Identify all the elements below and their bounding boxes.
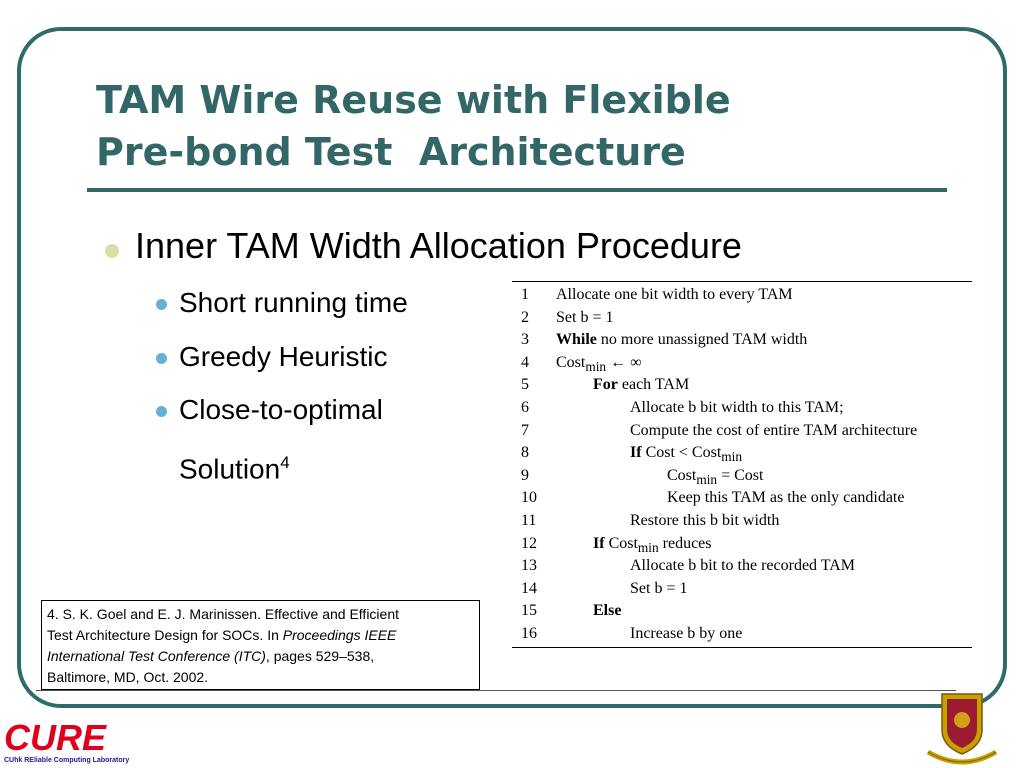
main-bullet-text: Inner TAM Width Allocation Procedure bbox=[135, 225, 742, 266]
sub-bullet-dot bbox=[156, 299, 167, 310]
sub-bullet-dot bbox=[156, 353, 167, 364]
line-code: Keep this TAM as the only candidate bbox=[667, 489, 905, 507]
title-underline bbox=[87, 188, 947, 192]
line-number: 3 bbox=[521, 331, 529, 349]
reference-box bbox=[41, 600, 480, 690]
line-code: Set b = 1 bbox=[630, 579, 688, 597]
line-number: 13 bbox=[521, 557, 537, 575]
reference-line-2: Test Architecture Design for SOCs. In Proceedings IEEE bbox=[47, 627, 397, 643]
line-code: Increase b by one bbox=[630, 625, 743, 642]
line-number: 14 bbox=[521, 579, 537, 597]
reference-line-1: 4. S. K. Goel and E. J. Marinissen. Effective and Efficient bbox=[47, 606, 399, 622]
line-code: Restore this b bit width bbox=[630, 512, 780, 529]
line-number: 5 bbox=[521, 376, 529, 394]
line-code: Cost$_{min}$ ← ∞ bbox=[556, 353, 642, 374]
logo-text: CURE bbox=[4, 717, 107, 758]
reference-line-4: Baltimore, MD, Oct. 2002. bbox=[47, 669, 209, 685]
line-code: If Cost$_{min}$ reduces bbox=[593, 534, 712, 555]
cure-logo bbox=[0, 712, 140, 768]
slide-title bbox=[96, 74, 956, 178]
line-code: If Cost < Cost$_{min}$ bbox=[630, 444, 743, 465]
line-code: Cost$_{min}$ = Cost bbox=[667, 466, 764, 487]
line-number: 11 bbox=[521, 512, 537, 529]
line-number: 7 bbox=[521, 421, 529, 439]
line-number: 15 bbox=[521, 602, 537, 620]
sub-bullet-text: Solution bbox=[179, 453, 281, 485]
line-number: 1 bbox=[521, 286, 529, 303]
line-code: Compute the cost of entire TAM architecture bbox=[630, 421, 918, 439]
bottom-rule bbox=[36, 690, 956, 691]
line-code: Allocate b bit to the recorded TAM bbox=[630, 557, 856, 575]
line-number: 9 bbox=[521, 466, 529, 484]
line-code: While no more unassigned TAM width bbox=[556, 331, 808, 349]
sub-bullet-text: Close-to-optimal bbox=[179, 394, 383, 425]
sub-bullet-text: Greedy Heuristic bbox=[179, 341, 388, 372]
line-code: For each TAM bbox=[593, 376, 690, 394]
logo-tagline: CUhk REliable Computing Laboratory bbox=[4, 757, 130, 764]
university-crest-icon bbox=[918, 690, 1006, 768]
line-number: 2 bbox=[521, 308, 529, 326]
algorithm-listing bbox=[512, 281, 972, 648]
title-line-2: Pre-bond Test Architecture bbox=[96, 130, 686, 174]
sub-bullet-dot bbox=[156, 406, 167, 417]
reference-line-3: International Test Conference (ITC), pages 529–538, bbox=[47, 648, 375, 664]
line-number: 8 bbox=[521, 444, 529, 462]
bullet-dot bbox=[105, 244, 119, 258]
line-number: 6 bbox=[521, 399, 529, 416]
line-code: Else bbox=[593, 602, 622, 620]
footnote-marker: 4 bbox=[280, 453, 290, 472]
line-code: Allocate one bit width to every TAM bbox=[556, 286, 793, 303]
line-number: 10 bbox=[521, 489, 537, 507]
line-number: 4 bbox=[521, 353, 529, 371]
line-number: 12 bbox=[521, 534, 537, 552]
line-code: Set b = 1 bbox=[556, 308, 614, 326]
line-number: 16 bbox=[521, 625, 537, 642]
sub-bullet-text: Short running time bbox=[179, 287, 408, 318]
title-line-1: TAM Wire Reuse with Flexible bbox=[96, 78, 731, 122]
line-code: Allocate b bit width to this TAM; bbox=[630, 399, 844, 416]
